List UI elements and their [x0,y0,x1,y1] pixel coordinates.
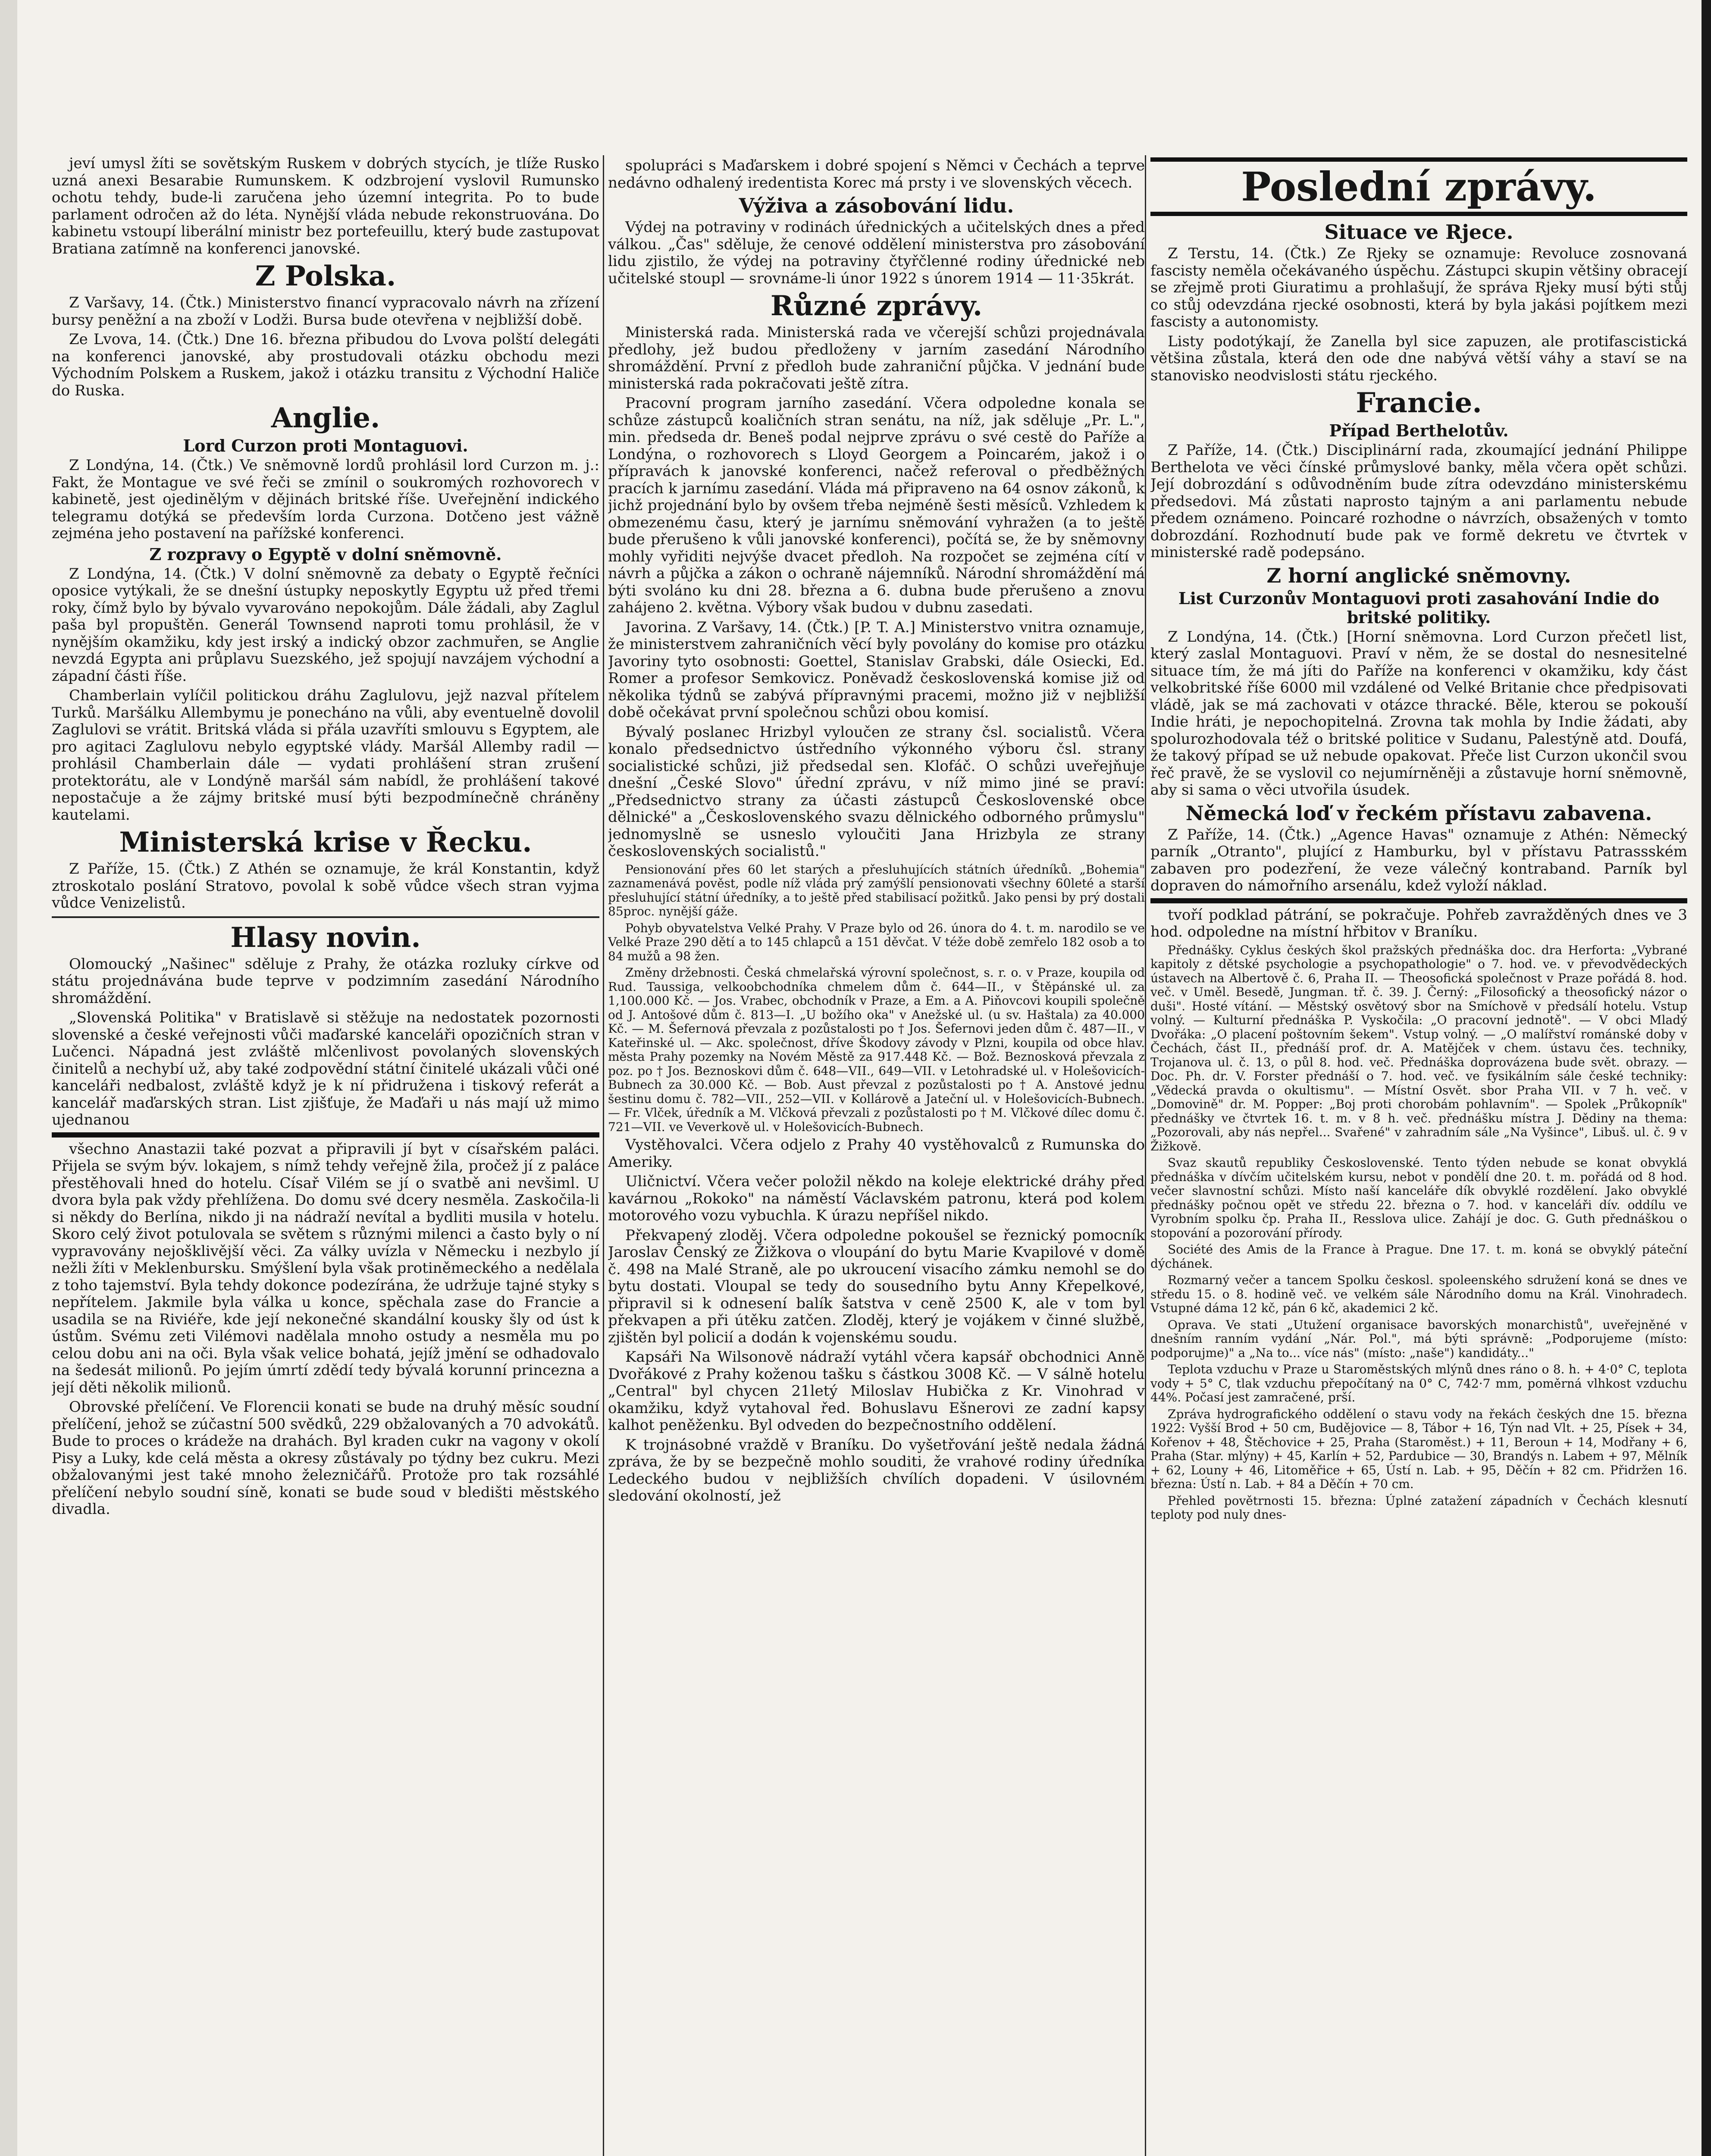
article-paragraph: Přednášky. Cyklus českých škol pražských přednáška doc. dra Herforta: „Vybrané kapitoly z dětské psychologie a psychopathologie" o 7. hod. ve. v převodvědeckých ústavech na Albertově č. 6, Praha II. — Theosofická společnost v Praze pořádá 8. hod. več. v Uměl. Besedě, Jungman. tř. č. 39. J. Černý: „Filosofický a theosofický názor o duši". Hosté vítání. — Městský osvětový sbor na Smíchově v předsálí hotelu. Vstup volný. — Kulturní přednáška P. Vyskočila: „O pracovní jednotě". — V obci Mladý Dvořáka: „O placení poštovním šekem". Vstup volný. — „O malířství románské doby v Čechách, část II., přednáší prof. dr. A. Matějček v chem. ústavu čes. techniky, Trojanova ul. č. 13, o půl 8. hod. več. Přednáška doprovázena bude svět. obrazy. — Doc. Ph. dr. V. Forster přednáší o 7. hod. več. ve fysikálním sále české techniky: „Vědecká pravda o okultismu". — Místní Osvět. sbor Praha VII. v 7 h. več. v „Domovině" dr. M. Popper: „Boj proti chorobám pohlavním". — Spolek „Průkopník" přednášky ve čtvrtek 16. t. m. v 8 h. več. přednášku místra J. Dědiny na thema: „Pozorovali, aby nás nepřel... Svařené" v zahradním sále „Na Vyšince", Libuš. ul. č. 9 v Žižkově. [1150,943,1687,1153]
article-paragraph: Z Paříže, 14. (Čtk.) „Agence Havas" oznamuje z Athén: Německý parník „Otranto", plující z Hamburku, byl v přístavu Patrassském zabaven pro podezření, že veze válečný kontraband. Parník byl dopraven do námořního arsenálu, kdež vyloží náklad. [1150,826,1687,894]
article-paragraph: Pracovní program jarního zasedání. Včera odpoledne konala se schůze zástupců koaličních stran senátu, na níž, jak sděluje „Pr. L.", min. předseda dr. Beneš podal nejprve zprávu o své cestě do Paříže a Londýna, o rozhovorech s Lloyd Georgem a Poincarém, jakož i o přípravách k janovské konferenci, načež referoval o předběžných pracích k jarnímu zasedání. Vláda má připraveno na 64 osnov zákonů, k jichž projednání bylo by ovšem třeba nejméně šesti měsíců. Vzhledem k obmezenému času, který je jarnímu sněmování vyhražen (a to ještě bude přerušeno k vůli janovské konferenci), počítá se, že by sněmovny mohly vyřiditi nejvýše dvacet předloh. Na rozpočet se zejména cítí v návrh a půjčka a zákon o ochraně nájemníků. Národní shromáždění má býti svoláno ku dni 28. března a 6. dubna bude přerušeno a znovu zahájeno 2. května. Výbory však budou v dubnu zasedati. [608,395,1145,616]
article-paragraph: Z Paříže, 14. (Čtk.) Disciplinární rada, zkoumající jednání Philippe Berthelota ve věci čínské průmyslové banky, měla včera opět schůzi. Její dobrozdání s odůvodněním bude zítra odevzdáno ministerskému předsedovi. Má zůstati naprosto tajným a ani parlamentu nebude předem oznámeno. Poincaré rozhodne o návrzích, obsažených v tomto dobrozdání. Rozhodnutí bude pak ve formě dekretu ve čtvrtek v ministerské radě podepsáno. [1150,442,1687,561]
article-paragraph: Přehled povětrnosti 15. března: Úplné zatažení západních v Čechách klesnutí teploty pod nuly dnes- [1150,1493,1687,1522]
article-paragraph: Teplota vzduchu v Praze u Staroměstských mlýnů dnes ráno o 8. h. + 4·0° C, teplota vody + 5° C, tlak vzduchu přepočítaný na 0° C, 742·7 mm, poměrná vlhkost vzduchu 44%. Počasí jest zamračené, prší. [1150,1362,1687,1404]
section-heading: Hlasy novin. [230,921,421,954]
article-paragraph: K trojnásobné vraždě v Braníku. Do vyšetřování ještě nedala žádná zpráva, že by se bezpečně mohlo souditi, že vrahové rodiny úředníka Ledeckého budou v nejbližších chvílích dopadeni. V úsilovném sledování okolností, jež [608,1436,1145,1504]
article-paragraph: „Slovenská Politika" v Bratislavě si stěžuje na nedostatek pozornosti slovenské a české veřejnosti vůči maďarské kanceláři opozičních stran v Lučenci. Nápadná jest zvláště mlčenlivost povolaných slovenských činitelů a nechybí už, aby také zodpovědní státní činitelé ukázali vůči oné kanceláři nedbalost, zvláště když je k ní přidružena i tiskový referát a kancelář maďarských stran. List zjišťuje, že Maďaři u nás mají už mimo ujednanou [52,1009,599,1128]
article-paragraph: Obrovské přelíčení. Ve Florencii konati se bude na druhý měsíc soudní přelíčení, jehož se zúčastní 500 svědků, 229 obžalovaných a 70 advokátů. Bude to proces o krádeže na drahách. Byl kraden cukr na vagony v okolí Pisy a Luky, kde celá města a okresy zůstávaly po týdny bez cukru. Mezi obžalovanými jest také mnoho železničářů. Protože pro tak rozsáhlé přelíčení nebylo soudní síně, konati se bude soud v bledišti městského divadla. [52,1398,599,1518]
column-left [52,155,599,2156]
article-paragraph: Uličnictví. Včera večer položil někdo na koleje elektrické dráhy před kavárnou „Rokoko" na náměstí Václavském patronu, která pod kolem motorového vozu vybuchla. K úrazu nepříšel nikdo. [608,1173,1145,1224]
article-paragraph: Javorina. Z Varšavy, 14. (Čtk.) [P. T. A.] Ministerstvo vnitra oznamuje, že ministerstvem zahraničních věcí byly povolány do komise pro otázku Javoriny tyto osobnosti: Goettel, Stanislav Grabski, dále Osiecki, Ed. Romer a profesor Semkovicz. Poněvadž československá komise již od několika týdnů se zabývá přípravnými pracemi, možno již v nejbližší době očekávat první společnou schůzi obou komisí. [608,618,1145,721]
article-paragraph: Kapsáři Na Wilsonově nádraží vytáhl včera kapsář obchodnici Anně Dvořákové z Prahy koženou tašku s částkou 3008 Kč. — V sálně hotelu „Central" byl chycen 21letý Miloslav Hubička z Kr. Vinohrad v okamžiku, když vytahoval řed. Bohuslavu Ešnerovi ze zadní kapsy kalhot peněženku. Byl odveden do bezpečnostního oddělení. [608,1348,1145,1434]
article-paragraph: Z Londýna, 14. (Čtk.) [Horní sněmovna. Lord Curzon přečetl list, který zaslal Montaguovi. Praví v něm, že se dostal do nesnesitelné situace tím, že má jíti do Paříže na konferenci v okamžiku, kdy část velkobritské říše 6000 mil vzdálené od Velké Britanie chce předpisovati vládě, jak se má zachovati v otázce thracké. Běle, kterou se pokouší Indie hráti, je nepochopitelná. Zrovna tak mohla by Indie žádati, aby spolurozhodovala též o britské politice v Sudanu, Palestýně atd. Doufá, že takový případ se už nebude opakovat. Přeče list Curzon ukončil svou řeč pravě, že se vyslovil co nejumírněněji a zůstavuje horní sněmovně, aby si sama o věci utvořila úsudek. [1150,628,1687,799]
article-paragraph: Olomoucký „Našinec" sděluje z Prahy, že otázka rozluky církve od státu projednávána bude teprve v podzimním zasedání Národního shromáždění. [52,955,599,1007]
article-paragraph: Pensionování přes 60 let starých a přesluhujících státních úředníků. „Bohemia" zaznamenává pověst, podle níž vláda prý zamýšlí pensionovati všechny 60leté a starší přesluhující státní úředníky, a to ještě před stabilisací požitků. Jako pensi by prý dostali 85proc. nynější gáže. [608,862,1145,918]
article-paragraph: všechno Anastazii také pozvat a připravili jí byt v císařském paláci. Přijela se svým býv. lokajem, s nímž tehdy veřejně žila, pročež jí z paláce přestěhovali hned do hotelu. Císař Vilém se jí o svatbě ani nevšiml. U dvora byla pak vždy přehlížena. Do domu své dcery nesměla. Zaskočila-li si někdy do Berlína, nikdo ji na nádraží nevítal a bydliti musila v hotelu. Skoro celý život potulovala se světem s různými milenci a často byly o ní vypravovány nejošklivější věci. Za války uvízla v Německu i nezbylo jí nežli žíti v Meklenbursku. Smýšlení byla však protiněmeckého a nedělala z toho tajemství. Byla tehdy dokonce podezírána, že udržuje tajné styky s nepřítelem. Jakmile byla válka u konce, spěchala zase do Francie a usadila se na Riviéře, kde její nekonečné skandální kousky šly od úst k ústům. Svému zeti Vilémovi nadělala mnoho ostudy a nesměla mu po celou dobu ani na oči. Byla však velice bohatá, jejíž jmění se odhadovalo na šedesát milionů. Po jejím úmrtí zdědí tedy bývalá korunní princezna a její děti několik milionů. [52,1140,599,1396]
article-paragraph: Z Londýna, 14. (Čtk.) Ve sněmovně lordů prohlásil lord Curzon m. j.: Fakt, že Montague ve své řeči se zmínil o soukromých rozhovorech v kabinetě, jest ojedinělým v dějinách britské říše. Uveřejnění indického telegramu dotýká se především lorda Curzona. Dotčeno jest vážně zejména jeho postavení na pařížské konferenci. [52,457,599,542]
column-rule [603,155,604,2156]
section-heading: Anglie. [271,402,380,434]
article-paragraph: Z Varšavy, 14. (Čtk.) Ministerstvo financí vypracovalo návrh na zřízení bursy peněžní a na zboží v Lodži. Bursa bude otevřena v nejbližší době. [52,294,599,329]
article-paragraph: Z Londýna, 14. (Čtk.) V dolní sněmovně za debaty o Egyptě řečníci oposice vytýkali, že se dnešní ústupky neposkytly Egyptu už před třemi roky, čímž bylo by bývalo vyvarováno nepokojům. Dále žádali, aby Zaglul paša byl propuštěn. Generál Townsend naproti tomu prohlásil, že v nynějším okamžiku, kdy jest irský a indický obzor zachmuřen, se Anglie nevzdá Egypta ani průplavu Suezského, jež spojují navzájem východní a západní části říše. [52,565,599,685]
article-paragraph: Pohyb obyvatelstva Velké Prahy. V Praze bylo od 26. února do 4. t. m. narodilo se ve Velké Praze 290 dětí a to 145 chlapců a 151 děvčat. V téže době zemřelo 182 osob a to 84 mužů a 98 žen. [608,921,1145,963]
article-paragraph: jeví umysl žíti se sovětským Ruskem v dobrých stycích, je tlíže Rusko uzná anexi Besarabie Rumunskem. K odzbrojení vyslovil Rumunsko ochotu tehdy, bude-li zaručena jeho územní integrita. Po to bude parlament odročen až do léta. Nynější vláda nebude rekonstruována. Do kabinetu vstoupí liberální ministr bez portefeuillu, který bude zastupovat Bratiana zatímně na konferenci janovské. [52,155,599,257]
page-edge [1702,0,1711,2156]
article-paragraph: tvoří podklad pátrání, se pokračuje. Pohřeb zavražděných dnes ve 3 hod. odpoledne na místní hřbitov v Braníku. [1150,906,1687,940]
article-heading: Lord Curzon proti Montaguovi. [183,436,468,455]
article-paragraph: Oprava. Ve stati „Utužení organisace bavorských monarchistů", uveřejněné v dnešním ranním vydání „Nár. Pol.", má býti správně: „Podporujeme (místo: podporujme)" a „Na to... více nás" (místo: „naše") kandidáty..." [1150,1317,1687,1360]
article-heading: Z rozpravy o Egyptě v dolní sněmovně. [149,544,502,564]
divider [52,916,599,918]
article-paragraph: Z Terstu, 14. (Čtk.) Ze Rjeky se oznamuje: Revoluce zosnovaná fascisty neměla očekávaného úspěchu. Zástupci skupin většiny obracejí se zřejmě proti Giuratimu a prohlašují, že správa Rjeky musí býti stůj co stůj odevzdána rjecké osobnosti, která by byla jakási pojítkem mezi fascisty a autonomisty. [1150,245,1687,330]
article-paragraph: Zpráva hydrografického oddělení o stavu vody na řekách českých dne 15. března 1922: Vyšší Brod + 50 cm, Budějovice — 8, Tábor + 16, Týn nad Vlt. + 25, Písek + 34, Kořenov + 48, Štěchovice + 25, Praha (Staroměst.) + 11, Beroun + 14, Modřany + 6, Praha (Star. mlýny) + 45, Karlín + 52, Pardubice — 30, Brandýs n. Labem + 97, Mělník + 62, Louny + 46, Litoměřice + 65, Ústí n. Lab. + 95, Děčín + 82 cm. Přidržen 16. března: Ústí n. Lab. + 84 a Děčín + 70 cm. [1150,1407,1687,1491]
divider [52,1132,599,1138]
masthead: Poslední zprávy. [1150,157,1687,216]
column-rule [1145,155,1146,2156]
column-right [1150,157,1687,2156]
article-heading: List Curzonův Montaguovi proti zasahování Indie do britské politiky. [1178,588,1660,627]
article-paragraph: Změny držebnosti. Česká chmelařská výrovní společnost, s. r. o. v Praze, koupila od Rud. Taussiga, velkoobchodníka chmelem dům č. 644—II., v Štěpánské ul. za 1,100.000 Kč. — Jos. Vrabec, obchodník v Praze, a Em. a A. Piňovcovi koupili společně od J. Antošové dům č. 813—I. „U božího oka" v Anežské ul. (u sv. Haštala) za 40.000 Kč. — M. Šefernová převzala z pozůstalosti po † Jos. Šefernovi jeden dům č. 487—II., v Kateřinské ul. — Akc. společnost, dříve Škodovy závody v Plzni, koupila od obce hlav. města Prahy pozemky na Novém Městě za 917.448 Kč. — Bož. Beznosková převzala z poz. po † Jos. Beznoskovi dům č. 648—VII., 649—VII. v Letohradské ul. v Holešovicích-Bubnech za 30.000 Kč. — Bob. Aust převzal z pozůstalosti po † A. Anstové jednu šestinu domu č. 782—VII., 252—VII. v Kollárově a Jateční ul. v Holešovicích-Bubnech. — Fr. Vlček, úředník a M. Vlčková převzali z pozůstalosti po † M. Vlčkové dílec domu č. 721—VII. ve Veverkově ul. v Holešovicích-Bubnech. [608,965,1145,1134]
article-paragraph: Chamberlain vylíčil politickou dráhu Zaglulovu, jejž nazval přítelem Turků. Maršálku Allembymu je ponecháno na vůli, aby eventuelně dovolil Zaglulovi se vrátit. Britská vláda si přála uzavříti smlouvu s Egyptem, ale pro agitaci Zaglulovu nebylo egyptské vlády. Maršál Allemby radil — prohlásil Chamberlain dále — vydati prohlášení stran zrušení protektorátu, ale v Londýně maršál sám nabídl, že prohlášení takové nepostačuje a že zájmy britské musí býti bezpodmínečně chráněny kautelami. [52,687,599,824]
section-heading: Různé zprávy. [770,290,983,322]
article-paragraph: Výdej na potraviny v rodinách úřednických a učitelských dnes a před válkou. „Čas" sděluje, že cenové oddělení ministerstva pro zásobování lidu zjistilo, že výdej na potraviny čtyřčlenné rodiny úřednické neb učitelské stoupl — srovnáme-li únor 1922 s únorem 1914 — 11·35krát. [608,219,1145,287]
article-paragraph: Société des Amis de la France à Prague. Dne 17. t. m. koná se obvyklý páteční dýchánek. [1150,1242,1687,1271]
section-heading: Výživa a zásobování lidu. [739,194,1014,217]
section-heading: Ministerská krise v Řecku. [119,826,532,859]
article-paragraph: Z Paříže, 15. (Čtk.) Z Athén se oznamuje, že král Konstantin, když ztroskotalo poslání Stratovo, povolal k sobě vůdce všech stran vyjma vůdce Venizelistů. [52,860,599,912]
article-paragraph: Ministerská rada. Ministerská rada ve včerejší schůzi projednávala předlohy, jež budou předloženy v jarním zasedání Národního shromáždění. První z předloh bude zahraniční půjčka. V jednání bude ministerská rada pokračovati ještě zítra. [608,324,1145,392]
divider [1150,898,1687,903]
section-heading: Francie. [1356,387,1482,419]
article-heading: Případ Berthelotův. [1329,421,1509,440]
article-paragraph: spolupráci s Maďarskem i dobré spojení s Němci v Čechách a teprve nedávno odhalený iredentista Korec má prsty i ve slovenských věcech. [608,157,1145,191]
page-edge [0,0,17,2156]
article-paragraph: Bývalý poslanec Hrizbyl vyloučen ze strany čsl. socialistů. Včera konalo předsednictvo ústředního výkonného výboru čsl. strany socialistické schůzi, již předsedal sen. Klofáč. O schůzi uveřejňuje dnešní „České Slovo" úřední zprávu, v níž mimo jiné se praví: „Předsednictvo strany za účasti zástupců Československé obce dělnické" a „Československého svazu dělnického odborného průmyslu" jednomyslně se usneslo vyloučiti Jana Hrizbyla ze strany československých socialistů." [608,723,1145,860]
section-heading: Z Polska. [255,260,396,292]
section-heading: Situace ve Rjece. [1324,220,1514,244]
article-paragraph: Ze Lvova, 14. (Čtk.) Dne 16. března přibudou do Lvova polští delegáti na konferenci janovské, aby prostudovali otázku obchodu mezi Východním Polskem a Ruskem, jakož i otázku transitu z Východní Haliče do Ruska. [52,331,599,399]
article-paragraph: Překvapený zloděj. Včera odpoledne pokoušel se řeznický pomocník Jaroslav Čenský ze Žižkova o vloupání do bytu Marie Kvapilové v domě č. 498 na Malé Straně, ale po ukroucení visacího zámku nemohl se do bytu dostati. Vloupal se tedy do sousedního bytu Anny Křepelkové, připravil si k odnesení balík šatstva v ceně 2500 K, ale v tom byl překvapen a při útěku zatčen. Zloděj, který je vojákem v činné službě, zjištěn byl policií a dodán k vojenskému soudu. [608,1226,1145,1346]
article-paragraph: Listy podotýkají, že Zanella byl sice zapuzen, ale protifascistická většina zůstala, která den ode dne nabývá větší váhy a staví se na stanovisko neodvislosti státu rjeckého. [1150,332,1687,384]
section-heading: Z horní anglické sněmovny. [1266,564,1571,587]
article-paragraph: Vystěhovalci. Včera odjelo z Prahy 40 vystěhovalců z Rumunska do Ameriky. [608,1136,1145,1171]
article-paragraph: Rozmarný večer a tancem Spolku českosl. spoleenského sdružení koná se dnes ve středu 15. o 8. hodině več. ve velkém sále Národního domu na Král. Vinohradech. Vstupné dáma 12 kč, pán 6 kč, akademici 2 kč. [1150,1273,1687,1315]
article-paragraph: Svaz skautů republiky Československé. Tento týden nebude se konat obvyklá přednáška v dívčím učitelském kursu, nebot v pondělí dne 20. t. m. pořádá od 8 hod. večer slavnostní schůzi. Místo naší kanceláře dík obvyklé rozdělení. Jako obvyklé přednášky počnou opět ve středu 22. března o 7. hod. v kanceláři dív. oddílu ve Vyrobním spolku čp. Praha II., Resslova ulice. Zahájí je doc. G. Guth přednáškou o stopování a pozorování přírody. [1150,1156,1687,1240]
column-middle [608,157,1145,2156]
section-heading: Německá loď v řeckém přístavu zabavena. [1185,801,1652,825]
